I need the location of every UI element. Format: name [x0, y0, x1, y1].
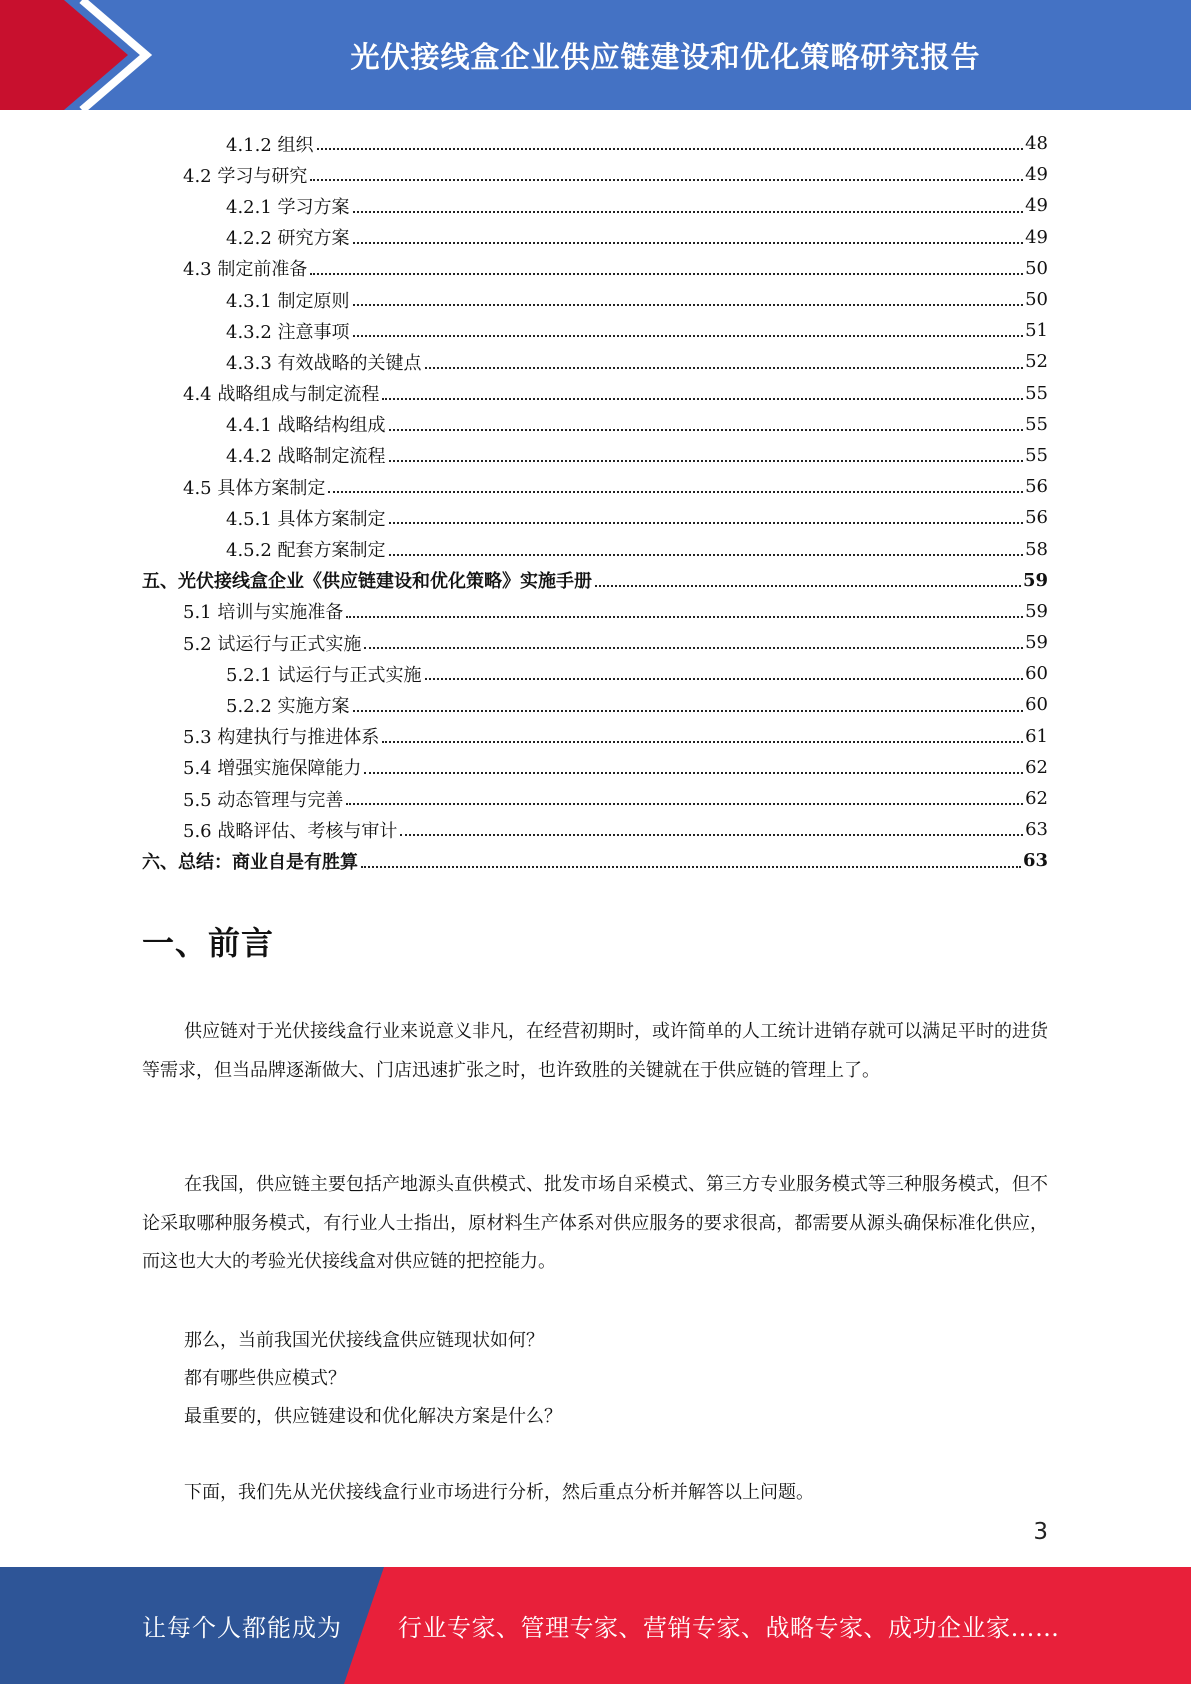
toc-dot-leader	[595, 585, 1021, 587]
toc-dot-leader	[382, 741, 1023, 743]
toc-dot-leader	[328, 491, 1023, 493]
toc-entry[interactable]	[142, 658, 1048, 689]
toc-entry-label: 5.1 培训与实施准备	[183, 602, 344, 624]
toc-entry-label: 5.2.1 试运行与正式实施	[226, 664, 422, 686]
toc-entry-page: 63	[1025, 819, 1048, 841]
toc-dot-leader	[382, 398, 1023, 400]
toc-entry-label: 4.5.1 具体方案制定	[226, 508, 386, 530]
toc-entry-page: 52	[1025, 351, 1048, 373]
toc-entry-page: 55	[1025, 413, 1048, 435]
toc-entry[interactable]	[142, 378, 1048, 409]
toc-entry[interactable]	[142, 159, 1048, 190]
toc-dot-leader	[425, 367, 1024, 369]
toc-entry-label: 4.1.2 组织	[226, 134, 314, 156]
toc-entry[interactable]	[142, 253, 1048, 284]
table-of-contents	[142, 128, 1048, 877]
toc-dot-leader	[361, 866, 1021, 868]
toc-entry-label: 5.2.2 实施方案	[226, 695, 350, 717]
toc-entry-label: 4.5 具体方案制定	[183, 477, 326, 499]
question-3: 最重要的，供应链建设和优化解决方案是什么？	[184, 1406, 562, 1427]
toc-entry-page: 63	[1022, 850, 1048, 872]
toc-entry[interactable]	[142, 440, 1048, 471]
toc-entry-page: 49	[1025, 195, 1048, 217]
toc-dot-leader	[346, 616, 1023, 618]
toc-entry-page: 56	[1025, 476, 1048, 498]
toc-entry-page: 56	[1025, 507, 1048, 529]
toc-dot-leader	[353, 710, 1024, 712]
toc-dot-leader	[317, 148, 1024, 150]
toc-entry-page: 49	[1025, 164, 1048, 186]
toc-entry-label: 5.5 动态管理与完善	[183, 789, 344, 811]
question-2: 都有哪些供应模式？	[184, 1368, 346, 1389]
toc-dot-leader	[389, 460, 1024, 462]
toc-dot-leader	[353, 211, 1024, 213]
toc-entry-label: 六、总结：商业自是有胜算	[142, 851, 358, 873]
toc-dot-leader	[364, 647, 1023, 649]
closing-paragraph: 下面，我们先从光伏接线盒行业市场进行分析，然后重点分析并解答以上问题。	[184, 1482, 814, 1503]
toc-entry[interactable]	[142, 533, 1048, 564]
toc-entry-label: 4.4.1 战略结构组成	[226, 415, 386, 437]
toc-entry[interactable]	[142, 721, 1048, 752]
toc-entry-label: 4.3 制定前准备	[183, 259, 308, 281]
toc-entry-page: 62	[1025, 756, 1048, 778]
toc-entry-label: 4.4 战略组成与制定流程	[183, 384, 380, 406]
toc-dot-leader	[310, 273, 1023, 275]
header-arrow-decoration	[0, 0, 160, 110]
toc-entry-label: 五、光伏接线盒企业《供应链建设和优化策略》实施手册	[142, 571, 592, 593]
toc-entry-label: 5.4 增强实施保障能力	[183, 758, 362, 780]
toc-dot-leader	[310, 179, 1023, 181]
toc-entry[interactable]	[142, 689, 1048, 720]
toc-entry[interactable]	[142, 845, 1048, 876]
paragraph-2: 在我国，供应链主要包括产地源头直供模式、批发市场自采模式、第三方专业服务模式等三种服务模式，但不论采取哪种服务模式，有行业人士指出，原材料生产体系对供应服务的要求很高，都需要从源头确保标准化供应，而这也大大的考验光伏接线盒对供应链的把控能力。	[142, 1174, 1048, 1272]
toc-dot-leader	[364, 772, 1023, 774]
toc-entry-page: 50	[1025, 289, 1048, 311]
toc-entry-label: 5.3 构建执行与推进体系	[183, 727, 380, 749]
toc-entry-label: 4.3.2 注意事项	[226, 321, 350, 343]
toc-entry-page: 59	[1022, 569, 1048, 591]
toc-entry[interactable]	[142, 783, 1048, 814]
page-header	[0, 0, 1191, 110]
toc-entry-label: 4.2 学习与研究	[183, 165, 308, 187]
toc-entry[interactable]	[142, 128, 1048, 159]
toc-entry-page: 49	[1025, 226, 1048, 248]
toc-dot-leader	[425, 678, 1024, 680]
toc-entry[interactable]	[142, 315, 1048, 346]
toc-entry[interactable]	[142, 409, 1048, 440]
toc-entry-label: 5.2 试运行与正式实施	[183, 633, 362, 655]
toc-entry-page: 55	[1025, 382, 1048, 404]
page-number: 3	[1033, 1519, 1048, 1545]
toc-entry-page: 60	[1025, 663, 1048, 685]
toc-entry[interactable]	[142, 565, 1048, 596]
toc-entry[interactable]	[142, 752, 1048, 783]
toc-dot-leader	[400, 834, 1023, 836]
toc-entry[interactable]	[142, 814, 1048, 845]
toc-entry-page: 51	[1025, 320, 1048, 342]
toc-entry[interactable]	[142, 222, 1048, 253]
toc-entry-page: 59	[1025, 632, 1048, 654]
toc-entry[interactable]	[142, 284, 1048, 315]
toc-entry-page: 62	[1025, 788, 1048, 810]
toc-entry[interactable]	[142, 627, 1048, 658]
toc-entry[interactable]	[142, 190, 1048, 221]
page-footer	[0, 1567, 1191, 1684]
toc-entry-label: 4.2.2 研究方案	[226, 228, 350, 250]
toc-entry[interactable]	[142, 471, 1048, 502]
question-1: 那么，当前我国光伏接线盒供应链现状如何？	[184, 1330, 544, 1351]
toc-entry-label: 4.4.2 战略制定流程	[226, 446, 386, 468]
toc-dot-leader	[353, 242, 1024, 244]
toc-entry-page: 61	[1025, 725, 1048, 747]
section-heading: 一、前言	[142, 924, 275, 962]
footer-slogan-right: 行业专家、管理专家、营销专家、战略专家、成功企业家……	[398, 1614, 1060, 1642]
toc-entry-label: 4.3.1 制定原则	[226, 290, 350, 312]
toc-entry-label: 4.5.2 配套方案制定	[226, 540, 386, 562]
toc-entry-page: 60	[1025, 694, 1048, 716]
toc-entry-label: 4.2.1 学习方案	[226, 196, 350, 218]
paragraph-1: 供应链对于光伏接线盒行业来说意义非凡，在经营初期时，或许简单的人工统计进销存就可以满足平时的进货等需求，但当品牌逐渐做大、门店迅速扩张之时，也许致胜的关键就在于供应链的管理上了。	[142, 1021, 1048, 1081]
toc-entry-page: 59	[1025, 600, 1048, 622]
toc-entry[interactable]	[142, 346, 1048, 377]
toc-entry-label: 5.6 战略评估、考核与审计	[183, 820, 398, 842]
toc-dot-leader	[389, 429, 1024, 431]
header-red-chevron	[0, 0, 128, 110]
toc-entry[interactable]	[142, 596, 1048, 627]
toc-entry-page: 48	[1025, 133, 1048, 155]
toc-entry[interactable]	[142, 502, 1048, 533]
toc-entry-label: 4.3.3 有效战略的关键点	[226, 352, 422, 374]
report-title: 光伏接线盒企业供应链建设和优化策略研究报告	[350, 39, 981, 74]
toc-dot-leader	[353, 335, 1024, 337]
footer-slogan-left: 让每个人都能成为	[142, 1614, 342, 1642]
toc-entry-page: 58	[1025, 538, 1048, 560]
toc-dot-leader	[353, 304, 1024, 306]
toc-dot-leader	[389, 554, 1024, 556]
toc-dot-leader	[346, 803, 1023, 805]
toc-entry-page: 50	[1025, 257, 1048, 279]
toc-entry-page: 55	[1025, 444, 1048, 466]
toc-dot-leader	[389, 522, 1024, 524]
